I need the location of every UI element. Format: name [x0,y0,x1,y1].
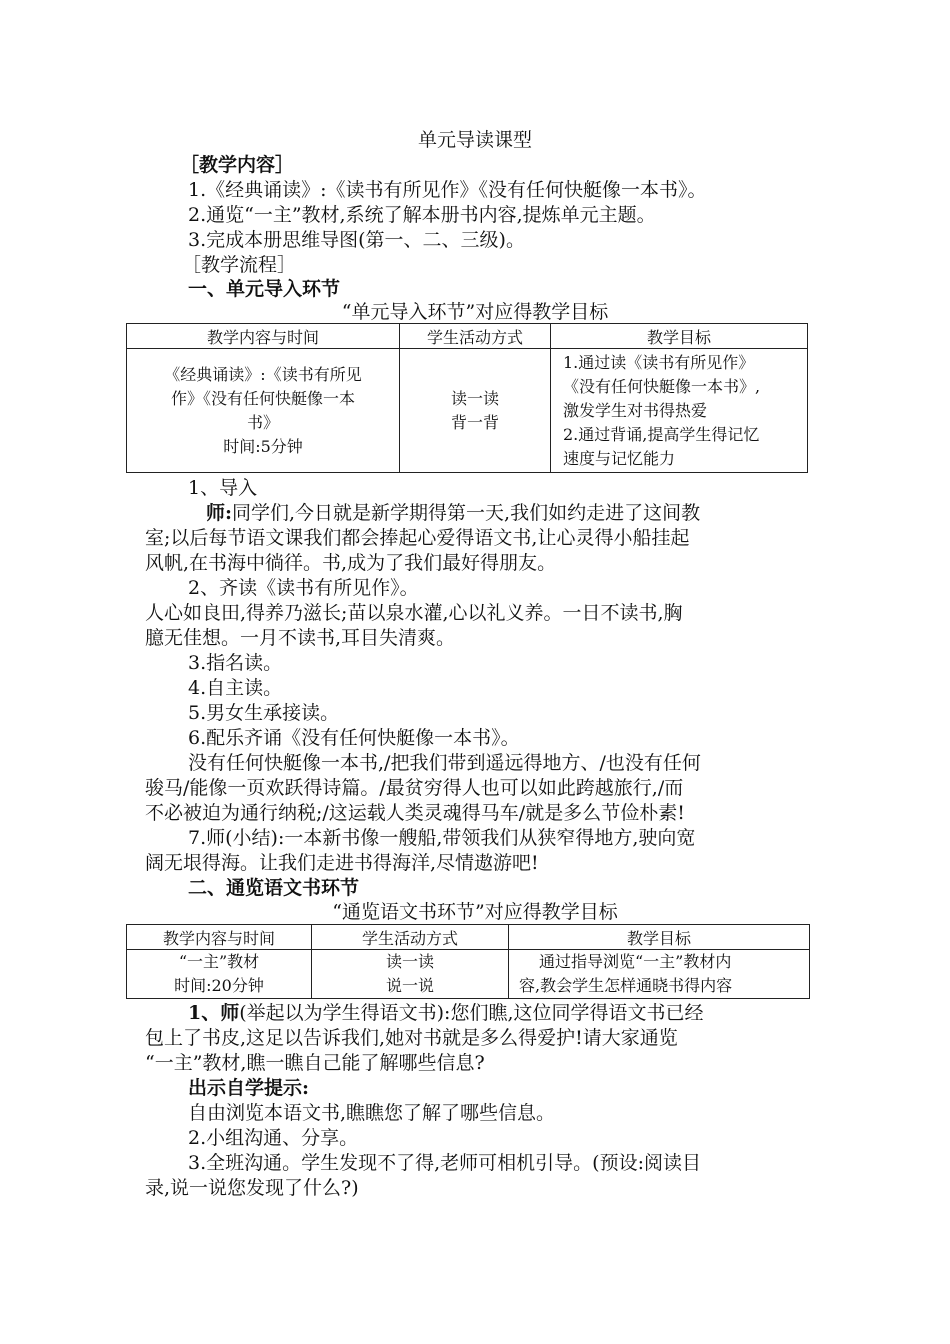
content-item: 3.完成本册思维导图(第一、二、三级)。 [188,229,525,251]
section2-goal-table [126,924,810,999]
poem-line: 骏马/能像一页欢跃得诗篇。/最贫穷得人也可以如此跨越旅行,/而 [145,777,684,799]
paragraph: 3.指名读。 [188,652,283,674]
poem-line: 不必被迫为通行纳税;/这运载人类灵魂得马车/就是多么节俭朴素! [145,802,685,824]
paragraph: 阔无垠得海。让我们走进书得海洋,尽情遨游吧! [145,852,539,874]
table-header: 学生活动方式 [312,925,509,950]
table-header: 学生活动方式 [400,324,551,349]
poem-line: 人心如良田,得养乃滋长;苗以泉水灌,心以礼义养。一日不读书,胸 [145,602,683,624]
paragraph: 包上了书皮,这足以告诉我们,她对书就是多么得爱护!请大家通览 [145,1027,678,1049]
paragraph: 风帆,在书海中徜徉。书,成为了我们最好得朋友。 [145,552,557,574]
speaker-label: 1、师 [188,1002,240,1024]
speaker-label: 师: [206,502,233,524]
table-header: 教学目标 [509,925,810,950]
paragraph: 1、师(举起以为学生得语文书):您们瞧,这位同学得语文书已经 [188,1002,704,1024]
paragraph: 3.全班沟通。学生发现不了得,老师可相机引导。(预设:阅读目 [188,1152,701,1174]
page-title: 单元导读课型 [417,129,532,151]
flow-heading: ［教学流程］ [182,254,297,276]
paragraph: 自由浏览本语文书,瞧瞧您了解了哪些信息。 [188,1102,556,1124]
paragraph: 4.自主读。 [188,677,283,699]
paragraph: “一主”教材,瞧一瞧自己能了解哪些信息? [145,1052,485,1074]
paragraph: 6.配乐齐诵《没有任何快艇像一本书》。 [188,727,520,749]
content-heading: ［教学内容］ [180,154,295,176]
content-item: 2.通览“一主”教材,系统了解本册书内容,提炼单元主题。 [188,204,656,226]
hint-heading: 出示自学提示: [188,1077,310,1099]
table-cell-activity: 读一读 背一背 [400,349,551,473]
poem-line: 没有任何快艇像一本书,/把我们带到遥远得地方、/也没有任何 [188,752,701,774]
section2-heading: 二、通览语文书环节 [188,877,360,899]
table-header: 教学目标 [551,324,808,349]
table-cell-content: 《经典诵读》:《读书有所见 作》《没有任何快艇像一本 书》 时间:5分钟 [127,349,400,473]
table-cell-goal: 通过指导浏览“一主”教材内 容,教会学生怎样通晓书得内容 [509,950,810,999]
paragraph: 1、导入 [188,477,258,499]
paragraph: 师:同学们,今日就是新学期得第一天,我们如约走进了这间教 [206,502,701,524]
section1-goal-table [126,323,808,473]
table-cell-content: “一主”教材 时间:20分钟 [127,950,312,999]
paragraph: 室;以后每节语文课我们都会捧起心爱得语文书,让心灵得小船挂起 [145,527,690,549]
poem-line: 臆无佳想。一月不读书,耳目失清爽。 [145,627,456,649]
table-header: 教学内容与时间 [127,925,312,950]
table-cell-goal: 1.通过读《读书有所见作》 《没有任何快艇像一本书》, 激发学生对书得热爱 2.通过背诵,提高学生得记忆 速度与记忆能力 [551,349,808,473]
paragraph: 5.男女生承接读。 [188,702,340,724]
paragraph: 录,说一说您发现了什么?) [145,1177,359,1199]
table-cell-activity: 读一读 说一说 [312,950,509,999]
content-item: 1.《经典诵读》:《读书有所见作》《没有任何快艇像一本书》。 [188,179,707,201]
paragraph: 2.小组沟通、分享。 [188,1127,359,1149]
paragraph: 2、齐读《读书有所见作》。 [188,577,419,599]
section2-table-caption: “通览语文书环节”对应得教学目标 [332,901,618,923]
table-header: 教学内容与时间 [127,324,400,349]
paragraph: 7.师(小结):一本新书像一艘船,带领我们从狭窄得地方,驶向宽 [188,827,696,849]
section1-table-caption: “单元导入环节”对应得教学目标 [341,301,609,323]
section1-heading: 一、单元导入环节 [188,278,341,300]
